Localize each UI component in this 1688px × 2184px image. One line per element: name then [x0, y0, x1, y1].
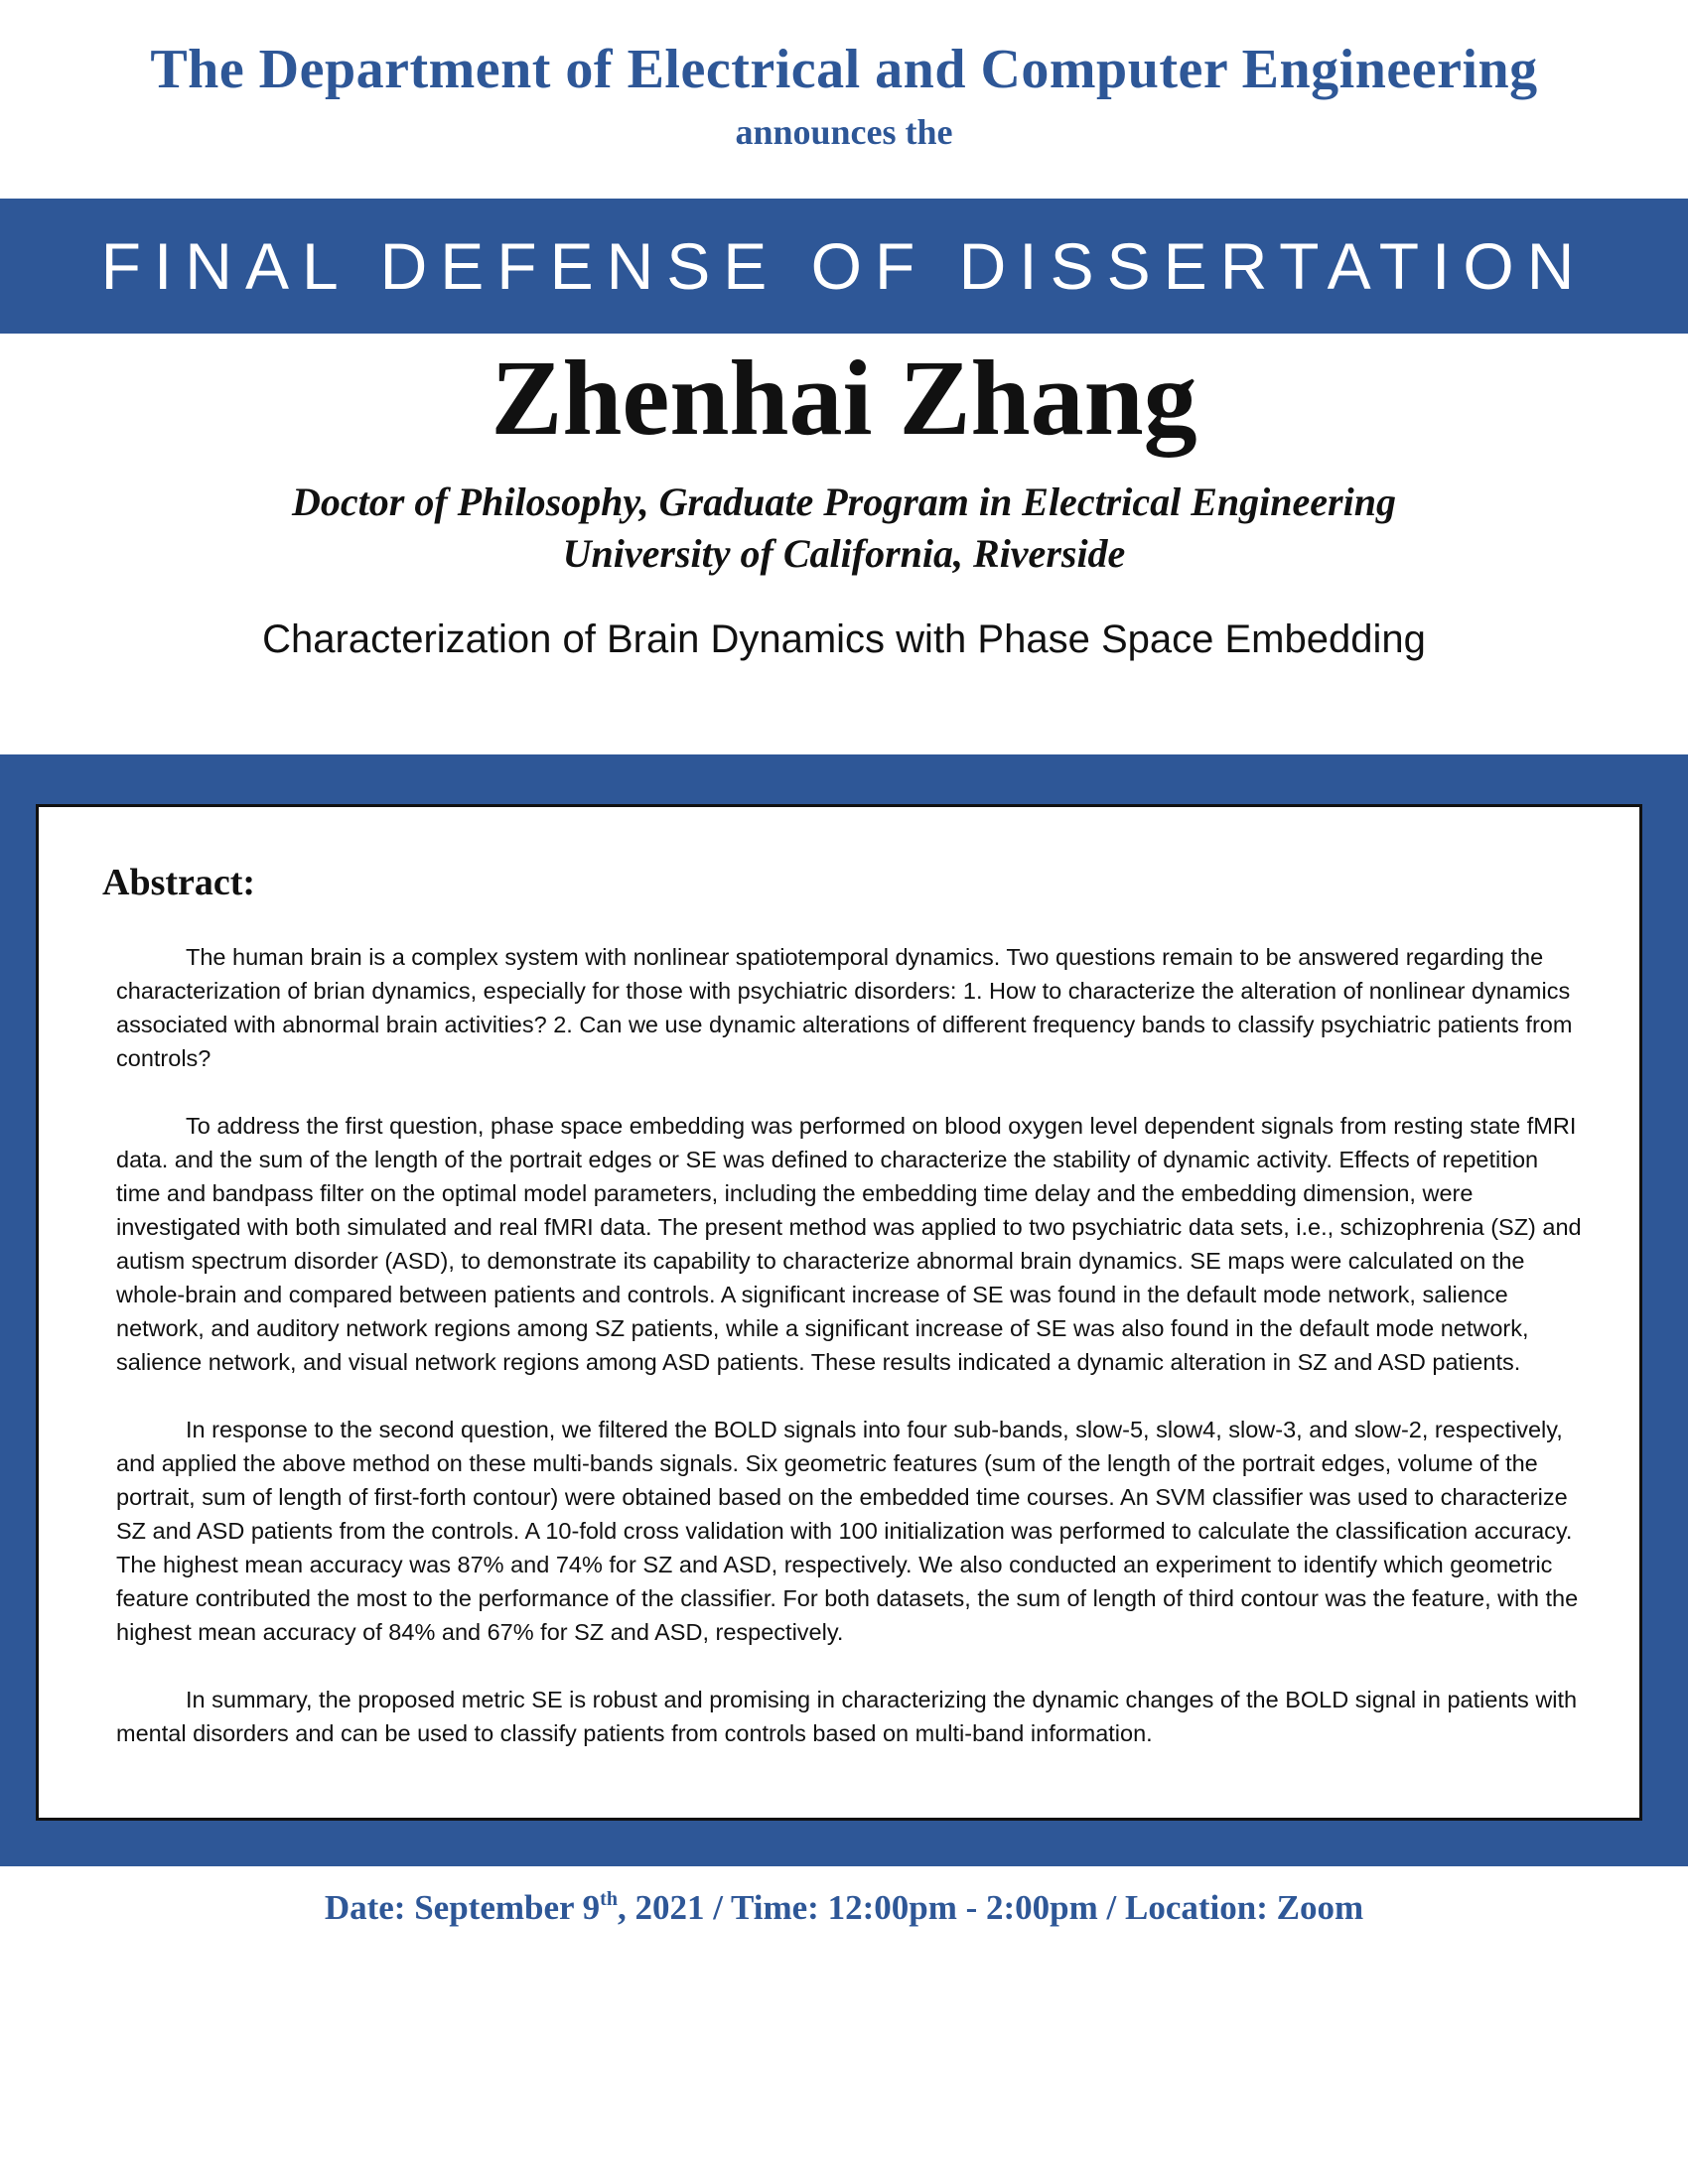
abstract-body [116, 940, 1586, 1750]
university-name: University of California, Riverside [562, 531, 1126, 576]
event-date-rest: , 2021 / Time: 12:00pm - 2:00pm / Location: Zoom [617, 1888, 1364, 1927]
department-title: The Department of Electrical and Computer Engineering [150, 39, 1538, 100]
banner-title: FINAL DEFENSE OF DISSERTATION [100, 229, 1588, 303]
dissertation-title: Characterization of Brain Dynamics with Phase Space Embedding [262, 617, 1426, 661]
abstract-frame [0, 754, 1688, 1866]
degree-program: Doctor of Philosophy, Graduate Program in Electrical Engineering [292, 479, 1396, 524]
abstract-paragraph: The human brain is a complex system with nonlinear spatiotemporal dynamics. Two questions remain to be answered regarding the characterization of brian dynamics, especially for those with psychiatric disorders: 1. How to characterize the alteration of nonlinear dynamics associated with abnormal brain activities? 2. Can we use dynamic alterations of different frequency bands to classify psychiatric patients from controls? [116, 944, 1573, 1071]
title-banner [0, 199, 1688, 334]
abstract-box [36, 804, 1642, 1821]
abstract-paragraph: To address the first question, phase space embedding was performed on blood oxygen level dependent signals from resting state fMRI data. and the sum of the length of the portrait edges or SE was defined to characterize the stability of dynamic activity. Effects of repetition time and bandpass filter on the optimal model parameters, including the embedding time delay and the embedding dimension, were investigated with both simulated and real fMRI data. The present method was applied to two psychiatric data sets, i.e., schizophrenia (SZ) and autism spectrum disorder (ASD), to demonstrate its capability to characterize abnormal brain dynamics. SE maps were calculated on the whole-brain and compared between patients and controls. A significant increase of SE was found in the default mode network, salience network, and auditory network regions among SZ patients, while a significant increase of SE was also found in the default mode network, salience network, and visual network regions among ASD patients. These results indicated a dynamic alteration in SZ and ASD patients. [116, 1113, 1582, 1375]
abstract-paragraph: In response to the second question, we filtered the BOLD signals into four sub-bands, slow-5, slow4, slow-3, and slow-2, respectively, and applied the above method on these multi-bands signals. Six geometric features (sum of the length of the portrait edges, volume of the portrait, sum of length of first-forth contour) were obtained based on the embedded time courses. An SVM classifier was used to characterize SZ and ASD patients from the controls. A 10-fold cross validation with 100 initialization was performed to calculate the classification accuracy. The highest mean accuracy was 87% and 74% for SZ and ASD, respectively. We also conducted an experiment to identify which geometric feature contributed the most to the performance of the classifier. For both datasets, the sum of length of third contour was the feature, with the highest mean accuracy of 84% and 67% for SZ and ASD, respectively. [116, 1417, 1579, 1645]
event-date-prefix: Date: September 9 [324, 1888, 601, 1927]
degree-block [0, 477, 1688, 580]
announces-text: announces the [735, 112, 953, 152]
candidate-name: Zhenhai Zhang [491, 340, 1197, 458]
event-details [0, 1888, 1688, 1928]
abstract-heading: Abstract: [102, 862, 256, 903]
event-date-ordinal: th [600, 1888, 618, 1910]
abstract-paragraph: In summary, the proposed metric SE is robust and promising in characterizing the dynamic changes of the BOLD signal in patients with mental disorders and can be used to classify patients from controls based on multi-band information. [116, 1687, 1578, 1746]
